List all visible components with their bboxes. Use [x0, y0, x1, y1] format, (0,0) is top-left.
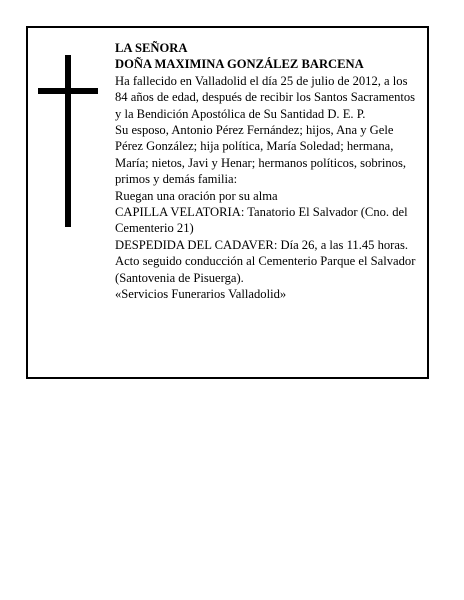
obituary-text: [115, 40, 420, 303]
chapel-info: CAPILLA VELATORIA: Tanatorio El Salvador (Cno. del Cementerio 21): [115, 205, 408, 236]
cross-horizontal-bar: [38, 88, 98, 94]
title-line-1: LA SEÑORA: [115, 41, 188, 55]
funeral-services: «Servicios Funerarios Valladolid»: [115, 287, 287, 302]
cross-icon: [38, 55, 98, 227]
farewell-info: DESPEDIDA DEL CADAVER: Día 26, a las 11.45 horas. Acto seguido conducción al Cementerio Parque el Salvador (Santovenia de Pisuerga).: [115, 237, 416, 285]
death-announcement: Ha fallecido en Valladolid el día 25 de julio de 2012, a los 84 años de edad, después de recibir los Santos Sacramentos y la Bendición Apostólica de Su Santidad D. E. P.: [115, 73, 416, 121]
prayer-request: Ruegan una oración por su alma: [115, 188, 278, 203]
family-list: Su esposo, Antonio Pérez Fernández; hijos, Ana y Gele Pérez González; hija política, María Soledad; hermana, María; nietos, Javi y Henar; hermanos políticos, sobrinos, primos y demás familia:: [115, 123, 407, 187]
obituary-notice: [26, 26, 429, 379]
cross-vertical-bar: [65, 55, 71, 227]
deceased-name: DOÑA MAXIMINA GONZÁLEZ BARCENA: [115, 57, 364, 72]
